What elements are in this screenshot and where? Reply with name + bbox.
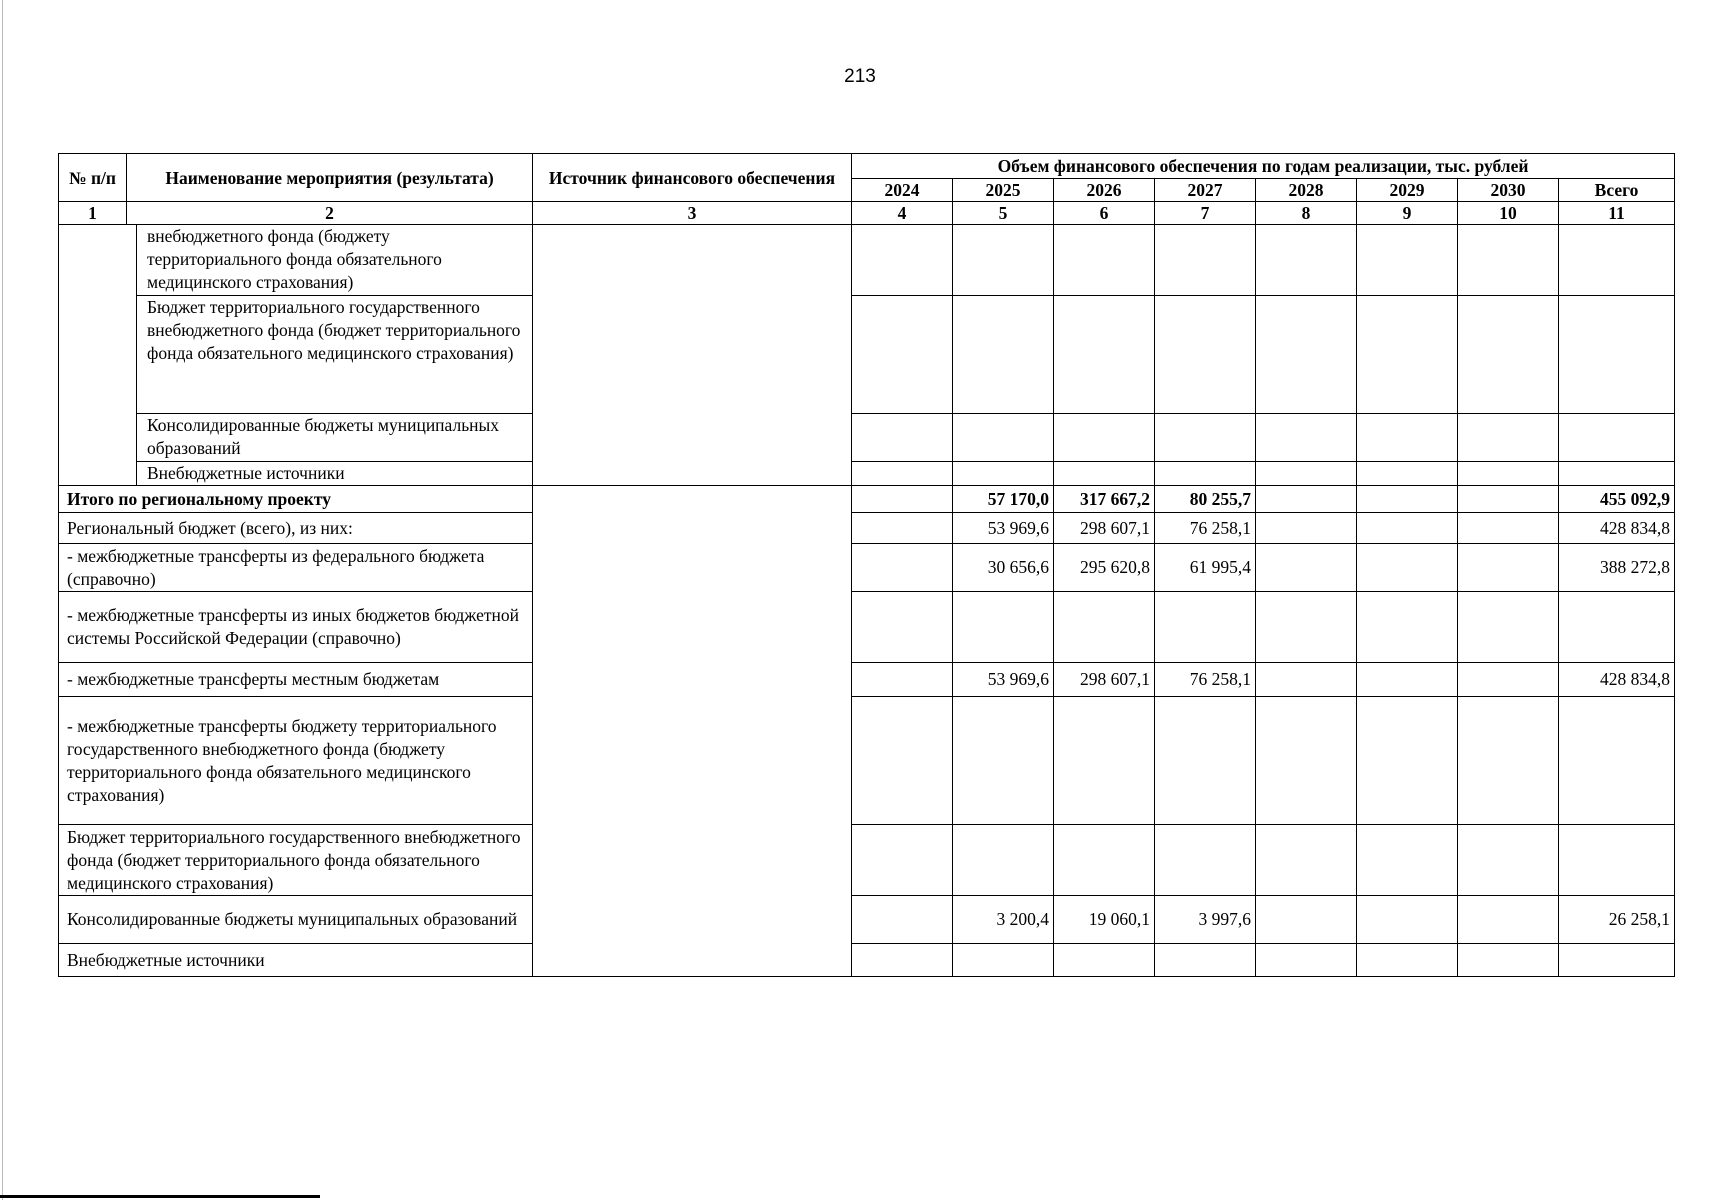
- row-name: Консолидированные бюджеты муниципальных образований: [59, 896, 533, 944]
- value-2024: [852, 544, 953, 592]
- row-name: Бюджет территориального государственного внебюджетного фонда (бюджет территориального фонда обязательного медицинского страхования): [137, 296, 533, 414]
- value-2025: 57 170,0: [953, 486, 1054, 513]
- col-number: 8: [1256, 202, 1357, 225]
- value-total: 428 834,8: [1559, 663, 1675, 697]
- value-total: 26 258,1: [1559, 896, 1675, 944]
- row-name: Итого по региональному проекту: [59, 486, 533, 513]
- value-total: 455 092,9: [1559, 486, 1675, 513]
- value-2027: [1155, 697, 1256, 825]
- header-row-1: [59, 154, 1675, 179]
- value-2029: [1357, 896, 1458, 944]
- value-2030: [1458, 944, 1559, 977]
- value-total: [1559, 592, 1675, 663]
- table-row-total: [59, 486, 1675, 513]
- value-2025: 30 656,6: [953, 544, 1054, 592]
- value-2030: [1458, 896, 1559, 944]
- value-2028: [1256, 592, 1357, 663]
- value-2027: 61 995,4: [1155, 544, 1256, 592]
- source-cell: [533, 486, 852, 977]
- col-number: 5: [953, 202, 1054, 225]
- value-2026: [1054, 825, 1155, 896]
- year-header: 2026: [1054, 179, 1155, 202]
- table-row: [59, 296, 1675, 414]
- value-2028: [1256, 663, 1357, 697]
- value-2028: [1256, 944, 1357, 977]
- value-2027: [1155, 944, 1256, 977]
- value-2026: 317 667,2: [1054, 486, 1155, 513]
- col-name-header: Наименование мероприятия (результата): [127, 154, 533, 202]
- value-2026: [1054, 592, 1155, 663]
- row-name: - межбюджетные трансферты местным бюджетам: [59, 663, 533, 697]
- col-number: 10: [1458, 202, 1559, 225]
- scan-edge: [2, 0, 3, 1200]
- value-2028: [1256, 513, 1357, 544]
- value-2030: [1458, 663, 1559, 697]
- value-2025: 53 969,6: [953, 513, 1054, 544]
- value-2028: [1256, 697, 1357, 825]
- col-number: 2: [127, 202, 533, 225]
- value-2027: 76 258,1: [1155, 513, 1256, 544]
- row-name: внебюджетного фонда (бюджету территориального фонда обязательного медицинского страхования): [137, 225, 533, 296]
- page-number: 213: [844, 66, 876, 87]
- year-header: 2028: [1256, 179, 1357, 202]
- value-2025: 3 200,4: [953, 896, 1054, 944]
- col-source-header: Источник финансового обеспечения: [533, 154, 852, 202]
- row-name: Региональный бюджет (всего), из них:: [59, 513, 533, 544]
- table-row: [59, 414, 1675, 462]
- row-name: - межбюджетные трансферты из иных бюджетов бюджетной системы Российской Федерации (справочно): [59, 592, 533, 663]
- value-2029: [1357, 486, 1458, 513]
- year-header: 2027: [1155, 179, 1256, 202]
- table-row: [59, 825, 1675, 896]
- value-2030: [1458, 513, 1559, 544]
- table-row: [59, 944, 1675, 977]
- year-header: 2029: [1357, 179, 1458, 202]
- value-2030: [1458, 544, 1559, 592]
- table-row: [59, 462, 1675, 486]
- value-total: [1559, 825, 1675, 896]
- value-2027: 76 258,1: [1155, 663, 1256, 697]
- year-header: 2024: [852, 179, 953, 202]
- value-2025: [953, 825, 1054, 896]
- value-2028: [1256, 825, 1357, 896]
- value-2029: [1357, 825, 1458, 896]
- value-2024: [852, 896, 953, 944]
- total-header: Всего: [1559, 179, 1675, 202]
- row-name: - межбюджетные трансферты бюджету территориального государственного внебюджетного фонда (бюджету территориального фонда обязательного медицинского страхования): [59, 697, 533, 825]
- value-2026: 19 060,1: [1054, 896, 1155, 944]
- col-number: 3: [533, 202, 852, 225]
- value-total: [1559, 697, 1675, 825]
- value-2029: [1357, 592, 1458, 663]
- row-name: Консолидированные бюджеты муниципальных образований: [137, 414, 533, 462]
- table-row: [59, 592, 1675, 663]
- value-2030: [1458, 592, 1559, 663]
- row-name: Внебюджетные источники: [137, 462, 533, 486]
- value-2024: [852, 944, 953, 977]
- value-2027: 80 255,7: [1155, 486, 1256, 513]
- num-cell-empty: [59, 225, 137, 486]
- value-2028: [1256, 544, 1357, 592]
- col-number: 7: [1155, 202, 1256, 225]
- table-row: [59, 544, 1675, 592]
- row-name: Внебюджетные источники: [59, 944, 533, 977]
- table-row: [59, 663, 1675, 697]
- value-2029: [1357, 513, 1458, 544]
- col-volume-header: Объем финансового обеспечения по годам реализации, тыс. рублей: [852, 154, 1675, 179]
- value-2026: 298 607,1: [1054, 513, 1155, 544]
- year-header: 2030: [1458, 179, 1559, 202]
- table-row: [59, 896, 1675, 944]
- value-2024: [852, 486, 953, 513]
- value-2029: [1357, 944, 1458, 977]
- table-row: [59, 225, 1675, 296]
- value-2028: [1256, 896, 1357, 944]
- value-2029: [1357, 663, 1458, 697]
- value-2026: [1054, 944, 1155, 977]
- col-number: 11: [1559, 202, 1675, 225]
- source-cell: [533, 225, 852, 486]
- table-row: [59, 697, 1675, 825]
- value-total: 428 834,8: [1559, 513, 1675, 544]
- row-name: - межбюджетные трансферты из федерального бюджета (справочно): [59, 544, 533, 592]
- value-2025: 53 969,6: [953, 663, 1054, 697]
- value-2024: [852, 592, 953, 663]
- year-header: 2025: [953, 179, 1054, 202]
- col-number: 4: [852, 202, 953, 225]
- value-2030: [1458, 697, 1559, 825]
- value-2026: 298 607,1: [1054, 663, 1155, 697]
- value-2024: [852, 513, 953, 544]
- value-2026: 295 620,8: [1054, 544, 1155, 592]
- col-number: 1: [59, 202, 127, 225]
- value-2024: [852, 697, 953, 825]
- row-name: Бюджет территориального государственного внебюджетного фонда (бюджет территориального фонда обязательного медицинского страхования): [59, 825, 533, 896]
- value-2029: [1357, 544, 1458, 592]
- value-2026: [1054, 697, 1155, 825]
- value-2030: [1458, 486, 1559, 513]
- table-row: [59, 513, 1675, 544]
- scan-artifact-line: [0, 1195, 320, 1198]
- financing-table: [58, 153, 1675, 977]
- col-num-header: № п/п: [59, 154, 127, 202]
- value-total: 388 272,8: [1559, 544, 1675, 592]
- value-2027: 3 997,6: [1155, 896, 1256, 944]
- col-number: 9: [1357, 202, 1458, 225]
- value-2029: [1357, 697, 1458, 825]
- header-row-col-numbers: [59, 202, 1675, 225]
- value-2024: [852, 663, 953, 697]
- value-2027: [1155, 825, 1256, 896]
- value-total: [1559, 944, 1675, 977]
- value-2025: [953, 944, 1054, 977]
- value-2024: [852, 825, 953, 896]
- value-2028: [1256, 486, 1357, 513]
- value-2027: [1155, 592, 1256, 663]
- value-2025: [953, 697, 1054, 825]
- value-2025: [953, 592, 1054, 663]
- value-2030: [1458, 825, 1559, 896]
- col-number: 6: [1054, 202, 1155, 225]
